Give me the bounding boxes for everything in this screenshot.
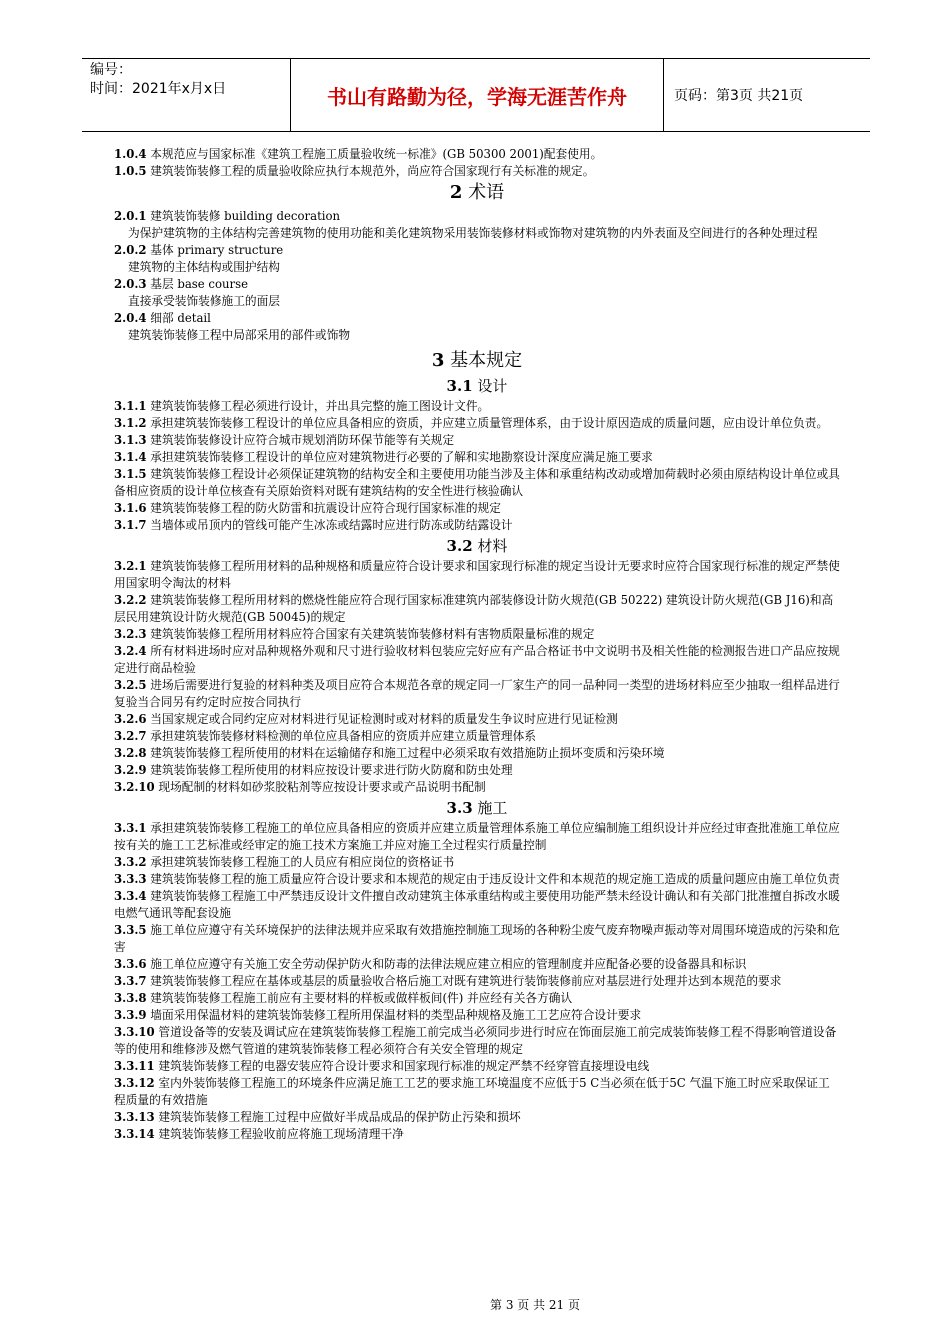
page-footer: 第 3 页 共 21 页 (490, 1298, 580, 1312)
clause (114, 762, 840, 779)
clause-text: 当国家规定或合同约定应对材料进行见证检测时或对材料的质量发生争议时应进行见证检测 (146, 712, 618, 726)
clause-text: 建筑装饰装修工程验收前应将施工现场清理干净 (154, 1127, 404, 1141)
clause (114, 592, 840, 626)
page-info: 页码：第3页 共21页 (674, 88, 804, 104)
clause-text: 当墙体或吊顶内的管线可能产生冰冻或结露时应进行防冻或防结露设计 (146, 518, 513, 532)
clause-text: 建筑装饰装修工程的防火防雷和抗震设计应符合现行国家标准的规定 (146, 501, 501, 515)
clause (114, 1109, 840, 1126)
clause-text: 建筑装饰装修工程施工过程中应做好半成品成品的保护防止污染和损坏 (154, 1110, 521, 1124)
clause (114, 1007, 840, 1024)
clause (114, 626, 840, 643)
clause-text: 承担建筑装饰装修工程设计的单位应对建筑物进行必要的了解和实地勘察设计深度应满足施工要求 (146, 450, 653, 464)
clause (114, 1058, 840, 1075)
clause (114, 146, 840, 163)
term-number: 2.0.2 (114, 243, 147, 257)
clause-text: 建筑装饰装修工程应在基体或基层的质量验收合格后施工对既有建筑进行装饰装修前应对基层进行处理并达到本规范的要求 (146, 974, 782, 988)
term-entry (114, 242, 840, 259)
clause-number: 3.3.6 (114, 957, 147, 971)
clause-text: 现场配制的材料如砂浆胶粘剂等应按设计要求或产品说明书配制 (154, 780, 486, 794)
clause (114, 449, 840, 466)
document-body (114, 146, 840, 1143)
clause (114, 1075, 840, 1109)
clause-number: 3.3.8 (114, 991, 147, 1005)
term-name: 细部 detail (146, 311, 211, 325)
clause-number: 3.1.3 (114, 433, 147, 447)
clause (114, 466, 840, 500)
clause-number: 3.2.9 (114, 763, 147, 777)
clause (114, 973, 840, 990)
clause (114, 854, 840, 871)
section-3-2-heading: 3.2 材料 (446, 537, 508, 555)
term-entry (114, 310, 840, 327)
clause-text: 承担建筑装饰装修材料检测的单位应具备相应的资质并应建立质量管理体系 (146, 729, 536, 743)
clause-text: 建筑装饰装修工程的施工质量应符合设计要求和本规范的规定由于违反设计文件和本规范的规定施工造成的质量问题应由施工单位负责 (146, 872, 840, 886)
clause-number: 3.3.11 (114, 1059, 155, 1073)
section-3-3-heading: 3.3 施工 (446, 799, 508, 817)
clause-number: 3.1.2 (114, 416, 147, 430)
clause-number: 3.3.14 (114, 1127, 155, 1141)
clause (114, 871, 840, 888)
clause-text: 建筑装饰装修工程所用材料的燃烧性能应符合现行国家标准建筑内部装修设计防火规范(GB 50222) 建筑设计防火规范(GB J16)和高层民用建筑设计防火规范(GB 50045)的规定 (114, 593, 834, 624)
clause (114, 677, 840, 711)
term-definition: 直接承受装饰装修施工的面层 (128, 294, 280, 308)
clause (114, 1126, 840, 1143)
clause-text: 建筑装饰装修工程所使用的材料在运输储存和施工过程中必须采取有效措施防止损坏变质和污染环境 (146, 746, 665, 760)
term-definition: 建筑物的主体结构或围护结构 (128, 260, 280, 274)
clause-text: 建筑装饰装修工程的电器安装应符合设计要求和国家现行标准的规定严禁不经穿管直接埋设电线 (154, 1059, 650, 1073)
terms-list (114, 208, 840, 344)
time-label: 时间：2021年x月x日 (90, 81, 227, 97)
clause-number: 3.1.4 (114, 450, 147, 464)
clause-text: 建筑装饰装修工程所用材料应符合国家有关建筑装饰装修材料有害物质限量标准的规定 (146, 627, 595, 641)
clause-number: 3.2.8 (114, 746, 147, 760)
term-number: 2.0.1 (114, 209, 147, 223)
clause-text: 进场后需要进行复验的材料种类及项目应符合本规范各章的规定同一厂家生产的同一品种同一类型的进场材料应至少抽取一组样品进行复验当合同另有约定时应按合同执行 (114, 678, 840, 709)
header-left-cell (82, 59, 291, 131)
clause (114, 558, 840, 592)
clause-number: 3.2.5 (114, 678, 147, 692)
clause-text: 建筑装饰装修工程所使用的材料应按设计要求进行防火防腐和防虫处理 (146, 763, 513, 777)
clause-text: 施工单位应遵守有关施工安全劳动保护防火和防毒的法律法规应建立相应的管理制度并应配备必要的设备器具和标识 (146, 957, 747, 971)
clause-number: 3.2.4 (114, 644, 147, 658)
clause-text: 建筑装饰装修工程设计必须保证建筑物的结构安全和主要使用功能当涉及主体和承重结构改动或增加荷载时必须由原结构设计单位或具备相应资质的设计单位核查有关原始资料对既有建筑结构的安全性进行核验确认 (114, 467, 840, 498)
clause-number: 3.1.6 (114, 501, 147, 515)
clause-text: 建筑装饰装修工程的质量验收除应执行本规范外，尚应符合国家现行有关标准的规定。 (146, 164, 595, 178)
clause-number: 3.2.6 (114, 712, 147, 726)
clause-number: 1.0.5 (114, 164, 147, 178)
clause-number: 3.3.1 (114, 821, 147, 835)
clause (114, 1024, 840, 1058)
term-entry (114, 208, 840, 225)
clause (114, 415, 840, 432)
term-number: 2.0.3 (114, 277, 147, 291)
clause-number: 3.2.1 (114, 559, 147, 573)
clause (114, 432, 840, 449)
clause-number: 3.1.1 (114, 399, 147, 413)
clause (114, 820, 840, 854)
clause (114, 779, 840, 796)
clause (114, 888, 840, 922)
clause-text: 承担建筑装饰装修工程施工的人员应有相应岗位的资格证书 (146, 855, 455, 869)
clause-text: 承担建筑装饰装修工程设计的单位应具备相应的资质，并应建立质量管理体系，由于设计原因造成的质量问题，应由设计单位负责。 (146, 416, 829, 430)
clause (114, 500, 840, 517)
term-number: 2.0.4 (114, 311, 147, 325)
clause-number: 3.2.3 (114, 627, 147, 641)
clause-number: 3.3.4 (114, 889, 147, 903)
term-name: 基体 primary structure (146, 243, 284, 257)
clause-number: 3.2.10 (114, 780, 155, 794)
clause-text: 承担建筑装饰装修工程施工的单位应具备相应的资质并应建立质量管理体系施工单位应编制施工组织设计并应经过审查批准施工单位应按有关的施工工艺标准或经审定的施工技术方案施工并应对施工全过程实行质量控制 (114, 821, 840, 852)
motto: 书山有路勤为径，学海无涯苦作舟 (291, 59, 664, 131)
clause (114, 990, 840, 1007)
clause-text: 建筑装饰装修设计应符合城市规划消防环保节能等有关规定 (146, 433, 455, 447)
clause-number: 3.2.7 (114, 729, 147, 743)
clause-text: 室内外装饰装修工程施工的环境条件应满足施工工艺的要求施工环境温度不应低于5 C当必须在低于5C 气温下施工时应采取保证工程质量的有效措施 (114, 1076, 830, 1107)
clause (114, 922, 840, 956)
chapter-3-heading: 3 基本规定 (431, 350, 523, 371)
header-table (82, 58, 870, 132)
clause-text: 施工单位应遵守有关环境保护的法律法规并应采取有效措施控制施工现场的各种粉尘废气废弃物噪声振动等对周围环境造成的污染和危害 (114, 923, 840, 954)
clause-text: 所有材料进场时应对品种规格外观和尺寸进行验收材料包装应完好应有产品合格证书中文说明书及相关性能的检测报告进口产品应按规定进行商品检验 (114, 644, 840, 675)
term-entry (114, 276, 840, 293)
clause-text: 本规范应与国家标准《建筑工程施工质量验收统一标准》(GB 50300 2001)配套使用。 (146, 147, 603, 161)
clause-number: 3.3.13 (114, 1110, 155, 1124)
clause-number: 3.1.5 (114, 467, 147, 481)
clause-text: 建筑装饰装修工程所用材料的品种规格和质量应符合设计要求和国家现行标准的规定当设计无要求时应符合国家现行标准的规定严禁使用国家明令淘汰的材料 (114, 559, 840, 590)
term-definition: 建筑装饰装修工程中局部采用的部件或饰物 (128, 328, 351, 342)
clause-text: 建筑装饰装修工程施工中严禁违反设计文件擅自改动建筑主体承重结构或主要使用功能严禁未经设计确认和有关部门批准擅自拆改水暖电燃气通讯等配套设施 (114, 889, 840, 920)
clause (114, 398, 840, 415)
clause (114, 163, 840, 180)
code-label: 编号： (90, 62, 132, 78)
clause (114, 728, 840, 745)
section-3-1-list (114, 398, 840, 534)
section-3-2-list (114, 558, 840, 796)
term-definition: 为保护建筑物的主体结构完善建筑物的使用功能和美化建筑物采用装饰装修材料或饰物对建筑物的内外表面及空间进行的各种处理过程 (128, 226, 818, 240)
clause-text: 建筑装饰装修工程施工前应有主要材料的样板或做样板间(件) 并应经有关各方确认 (146, 991, 573, 1005)
clause-number: 3.3.5 (114, 923, 147, 937)
clause (114, 517, 840, 534)
clause-number: 3.3.12 (114, 1076, 155, 1090)
term-name: 建筑装饰装修 building decoration (146, 209, 341, 223)
section-3-3-list (114, 820, 840, 1143)
clause (114, 711, 840, 728)
clause-text: 管道设备等的安装及调试应在建筑装饰装修工程施工前完成当必须同步进行时应在饰面层施工前完成装饰装修工程不得影响管道设备等的使用和维修涉及燃气管道的建筑装饰装修工程必须符合有关安全管理的规定 (114, 1025, 837, 1056)
clause (114, 643, 840, 677)
top-paragraphs (114, 146, 840, 180)
clause-number: 3.3.3 (114, 872, 147, 886)
clause-text: 墙面采用保温材料的建筑装饰装修工程所用保温材料的类型品种规格及施工工艺应符合设计要求 (146, 1008, 642, 1022)
clause-text: 建筑装饰装修工程必须进行设计，并出具完整的施工图设计文件。 (146, 399, 490, 413)
clause-number: 1.0.4 (114, 147, 147, 161)
clause (114, 745, 840, 762)
clause-number: 3.3.7 (114, 974, 147, 988)
clause (114, 956, 840, 973)
clause-number: 3.2.2 (114, 593, 147, 607)
clause-number: 3.3.9 (114, 1008, 147, 1022)
chapter-2-heading: 2 术语 (449, 182, 505, 203)
section-3-1-heading: 3.1 设计 (446, 377, 508, 395)
clause-number: 3.1.7 (114, 518, 147, 532)
term-name: 基层 base course (146, 277, 249, 291)
clause-number: 3.3.10 (114, 1025, 155, 1039)
clause-number: 3.3.2 (114, 855, 147, 869)
